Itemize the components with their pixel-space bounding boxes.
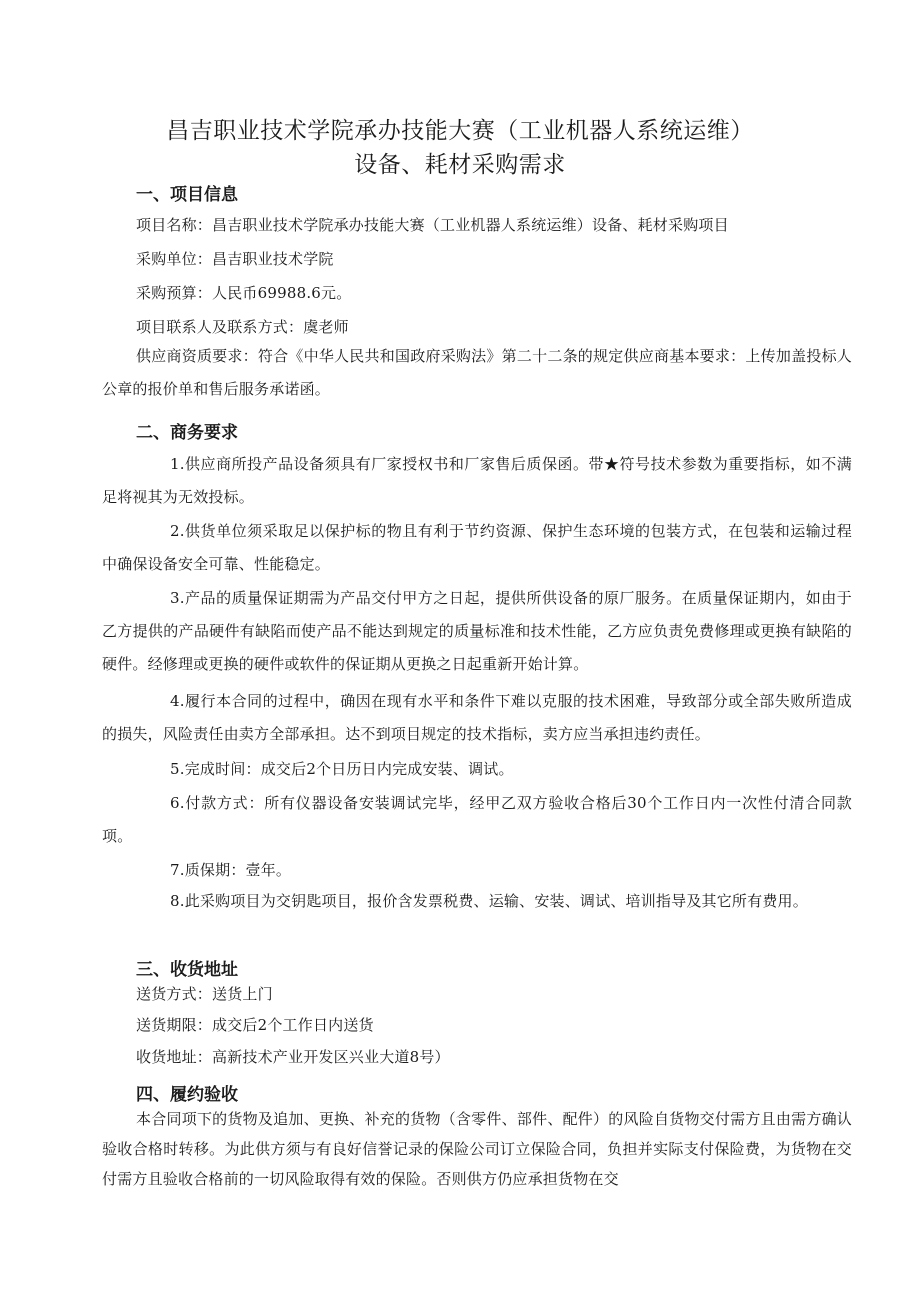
delivery-method: 送货方式：送货上门 [136,985,273,1003]
business-item-2 [102,515,852,581]
item-text: .此采购项目为交钥匙项目，报价含发票税费、运输、安装、调试、培训指导及其它所有费用。 [179,892,808,910]
delivery-deadline: 送货期限：成交后2个工作日内送货 [136,1016,374,1034]
item-number: 3 [170,589,180,607]
section-heading-acceptance: 四、履约验收 [136,1085,238,1105]
business-item-8 [102,886,852,916]
item-number: 8 [170,892,180,910]
business-item-1 [102,448,852,514]
item-number: 6 [170,794,180,812]
business-item-4 [102,685,852,751]
project-name: 项目名称：昌吉职业技术学院承办技能大赛（工业机器人系统运维）设备、耗材采购项目 [136,216,729,234]
section-heading-business-requirements: 二、商务要求 [136,423,238,443]
item-text: .质保期：壹年。 [179,861,292,879]
document-title-line1: 昌吉职业技术学院承办技能大赛（工业机器人系统运维） [166,118,754,144]
acceptance-text: 本合同项下的货物及追加、更换、补充的货物（含零件、部件、配件）的风险自货物交付需方且由需方确认验收合格时转移。为此供方须与有良好信誉记录的保险公司订立保险合同，负担并实际支付保险费，为货物在交付需方且验收合格前的一切风险取得有效的保险。否则供方仍应承担货物在交 [102,1110,852,1188]
purchaser: 采购单位：昌吉职业技术学院 [136,250,334,268]
delivery-address: 收货地址：高新技术产业开发区兴业大道8号） [136,1048,450,1066]
item-text: .供应商所投产品设备须具有厂家授权书和厂家售后质保函。带★符号技术参数为重要指标，如不满足将视其为无效投标。 [102,455,852,506]
item-number: 1 [170,455,180,473]
item-text: .付款方式：所有仪器设备安装调试完毕，经甲乙双方验收合格后30个工作日内一次性付清合同款项。 [102,794,852,845]
qualification: 供应商资质要求：符合《中华人民共和国政府采购法》第二十二条的规定供应商基本要求：上传加盖投标人公章的报价单和售后服务承诺函。 [102,347,852,398]
item-text: .履行本合同的过程中，确因在现有水平和条件下难以克服的技术困难，导致部分或全部失败所造成的损失，风险责任由卖方全部承担。达不到项目规定的技术指标，卖方应当承担违约责任。 [102,692,852,743]
budget: 采购预算：人民币69988.6元。 [136,284,352,302]
document-title-line2: 设备、耗材采购需求 [354,152,566,178]
contact: 项目联系人及联系方式：虞老师 [136,318,349,336]
item-number: 7 [170,861,180,879]
item-number: 4 [170,692,180,710]
item-text: .完成时间：成交后2个日历日内完成安装、调试。 [179,760,514,778]
business-item-5 [102,753,852,786]
section-heading-delivery-address: 三、收货地址 [136,960,238,980]
section-heading-project-info: 一、项目信息 [136,185,238,205]
item-number: 5 [170,760,180,778]
item-text: .产品的质量保证期需为产品交付甲方之日起，提供所供设备的原厂服务。在质量保证期内，如由于乙方提供的产品硬件有缺陷而使产品不能达到规定的质量标准和技术性能，乙方应负责免费修理或更换有缺陷的硬件。经修理或更换的硬件或软件的保证期从更换之日起重新开始计算。 [102,589,852,673]
item-number: 2 [170,522,180,540]
business-item-7 [102,854,852,887]
item-text: .供货单位须采取足以保护标的物且有利于节约资源、保护生态环境的包装方式，在包装和运输过程中确保设备安全可靠、性能稳定。 [102,522,852,573]
business-item-3 [102,582,852,681]
business-item-6 [102,787,852,853]
